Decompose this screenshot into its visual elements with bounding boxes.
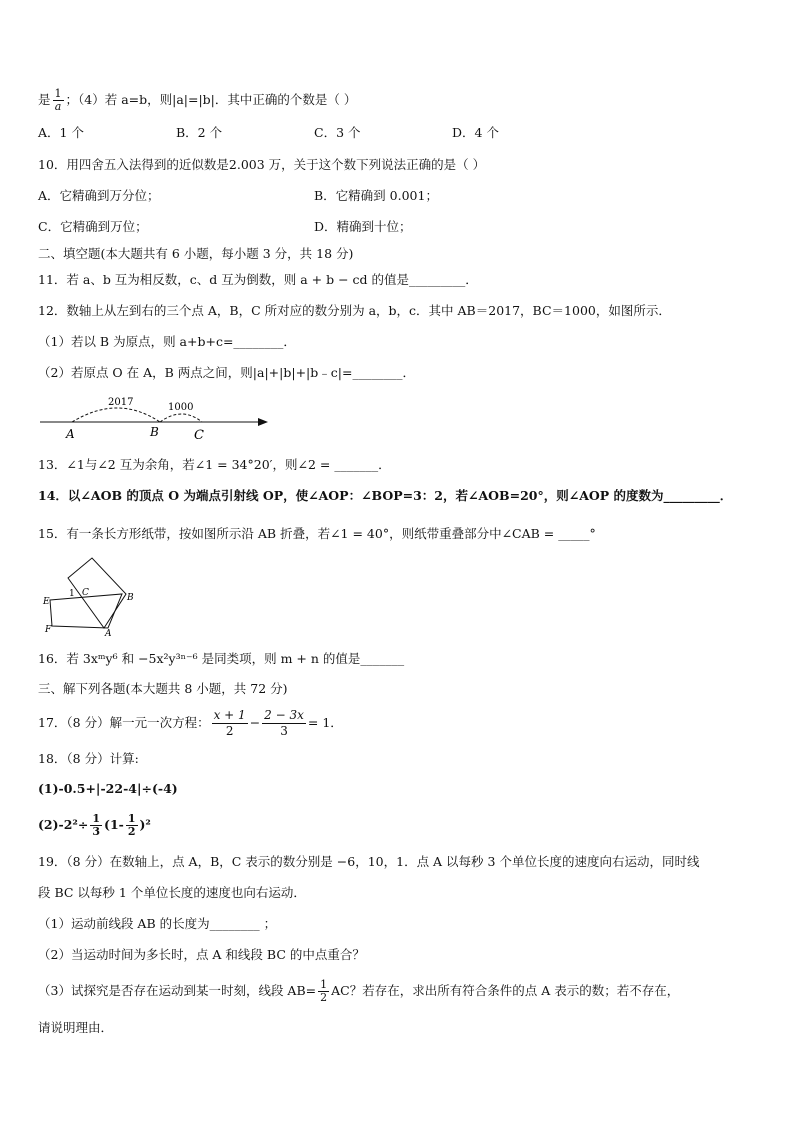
q18-expr-2 bbox=[38, 810, 151, 840]
q12-part-2: （2）若原点 O 在 A，B 两点之间，则|a|+|b|+|b﹣c|=________． bbox=[38, 365, 415, 380]
q17-f1-den: 2 bbox=[225, 724, 234, 738]
q19-p3-fraction bbox=[318, 979, 329, 1004]
q19-part-2: （2）当运动时间为多长时，点 A 和线段 BC 的中点重合？ bbox=[38, 947, 365, 962]
q17-fraction-2 bbox=[262, 708, 306, 739]
q9-prefix: 是 bbox=[38, 92, 51, 107]
q19-p3-frac-den: 2 bbox=[320, 991, 328, 1004]
angle-1-label: 1 bbox=[69, 589, 75, 599]
q18-frac-2-den: 2 bbox=[127, 825, 136, 838]
q17-fraction-1 bbox=[212, 708, 248, 739]
q17-f2-num: 2 − 3x bbox=[264, 708, 304, 722]
arrow-head-icon bbox=[258, 418, 268, 426]
q10-option-c: C．它精确到万位； bbox=[38, 219, 148, 234]
q18-frac-2-num: 1 bbox=[127, 812, 136, 825]
q17-prefix: 17．（8 分）解一元一次方程： bbox=[38, 715, 210, 730]
label-ab-length: 2017 bbox=[108, 397, 134, 408]
strip-folded-part bbox=[68, 558, 126, 628]
q13: 13．∠1与∠2 互为余角，若∠1 = 34°20′，则∠2 = _______． bbox=[38, 457, 391, 472]
q18-frac-1-num: 1 bbox=[92, 812, 101, 825]
q9-option-d: D．4 个 bbox=[452, 125, 499, 140]
q19-p3-frac-num: 1 bbox=[320, 978, 328, 991]
arc-ab bbox=[72, 408, 160, 422]
q9-fraction bbox=[53, 88, 64, 113]
q18-e2-end: )² bbox=[139, 817, 151, 832]
q19-line-1: 19．（8 分）在数轴上，点 A，B，C 表示的数分别是 −6，10，1．点 A 以每秒 3 个单位长度的速度向右运动，同时线 bbox=[38, 854, 700, 869]
q18-e2-prefix: (2)-2²÷ bbox=[38, 817, 89, 832]
q11: 11．若 a、b 互为相反数，c、d 互为倒数，则 a + b − cd 的值是_________． bbox=[38, 272, 478, 287]
q14: 14．以∠AOB 的顶点 O 为端点引射线 OP，使∠AOP：∠BOP=3：2，若∠AOB=20°，则∠AOP 的度数为_________． bbox=[38, 488, 733, 503]
folded-strip-figure bbox=[40, 552, 150, 636]
q19-part-1: （1）运动前线段 AB 的长度为________ ； bbox=[38, 916, 277, 931]
q17-minus: − bbox=[249, 715, 261, 730]
section-3-title: 三、解下列各题(本大题共 8 小题，共 72 分) bbox=[38, 681, 288, 696]
q19-part-3 bbox=[38, 976, 679, 1006]
q19-p3-prefix: （3）试探究是否存在运动到某一时刻，线段 AB= bbox=[38, 983, 317, 998]
q15: 15．有一条长方形纸带，按如图所示沿 AB 折叠，若∠1 = 40°，则纸带重叠部分中∠CAB = _____° bbox=[38, 526, 596, 541]
q9-option-c: C．3 个 bbox=[314, 125, 361, 140]
q18-stem: 18．（8 分）计算: bbox=[38, 751, 139, 766]
q12-stem: 12．数轴上从左到右的三个点 A，B，C 所对应的数分别为 a，b，c．其中 AB＝2017，BC＝1000，如图所示． bbox=[38, 303, 671, 318]
q9-option-a: A．1 个 bbox=[38, 125, 84, 140]
q18-frac-1-den: 3 bbox=[92, 825, 101, 838]
label-bc-length: 1000 bbox=[168, 402, 194, 413]
point-b-label: B bbox=[150, 425, 159, 439]
q18-frac-1 bbox=[90, 813, 102, 838]
q18-expr-1: (1)-0.5+|-22-4|÷(-4) bbox=[38, 781, 178, 796]
point-a-label: A bbox=[66, 427, 75, 441]
q19-line-2: 段 BC 以每秒 1 个单位长度的速度也向右运动． bbox=[38, 885, 306, 900]
q9-frac-den: a bbox=[54, 100, 62, 113]
q9-rest: ；（4）若 a=b，则|a|=|b|．其中正确的个数是（ ） bbox=[65, 92, 357, 107]
q9-frac-num: 1 bbox=[54, 87, 62, 100]
q10-option-b: B．它精确到 0.001； bbox=[314, 188, 438, 203]
q16: 16．若 3xᵐy⁶ 和 −5x²y³ⁿ⁻⁶ 是同类项，则 m + n 的值是_______ bbox=[38, 651, 405, 666]
section-2-title: 二、填空题(本大题共有 6 小题，每小题 3 分，共 18 分) bbox=[38, 246, 354, 261]
point-e-label: E bbox=[43, 597, 50, 607]
q18-frac-2 bbox=[126, 813, 138, 838]
q10-option-d: D．精确到十位； bbox=[314, 219, 412, 234]
q12-part-1: （1）若以 B 为原点，则 a+b+c=________． bbox=[38, 334, 296, 349]
q10-stem: 10．用四舍五入法得到的近似数是2.003 万，关于这个数下列说法正确的是（ ） bbox=[38, 157, 486, 172]
q17-f2-den: 3 bbox=[280, 724, 288, 738]
number-line-figure bbox=[36, 392, 276, 444]
q19-last-line: 请说明理由． bbox=[38, 1020, 114, 1035]
arc-bc bbox=[160, 414, 202, 422]
q18-e2-mid: (1- bbox=[104, 817, 124, 832]
point-c-label: C bbox=[82, 588, 89, 598]
q9-tail-line bbox=[38, 88, 356, 113]
q9-option-b: B．2 个 bbox=[176, 125, 223, 140]
point-b-label: B bbox=[127, 593, 134, 603]
q17 bbox=[38, 708, 343, 739]
q19-p3-rest: AC？若存在，求出所有符合条件的点 A 表示的数；若不存在， bbox=[331, 983, 680, 998]
point-a-label: A bbox=[105, 629, 112, 636]
strip-lower-part bbox=[50, 594, 122, 628]
q10-option-a: A．它精确到万分位； bbox=[38, 188, 160, 203]
q17-f1-num: x + 1 bbox=[213, 708, 246, 722]
point-f-label: F bbox=[45, 625, 52, 635]
q17-equals: = 1． bbox=[307, 715, 343, 730]
point-c-label: C bbox=[194, 428, 204, 443]
